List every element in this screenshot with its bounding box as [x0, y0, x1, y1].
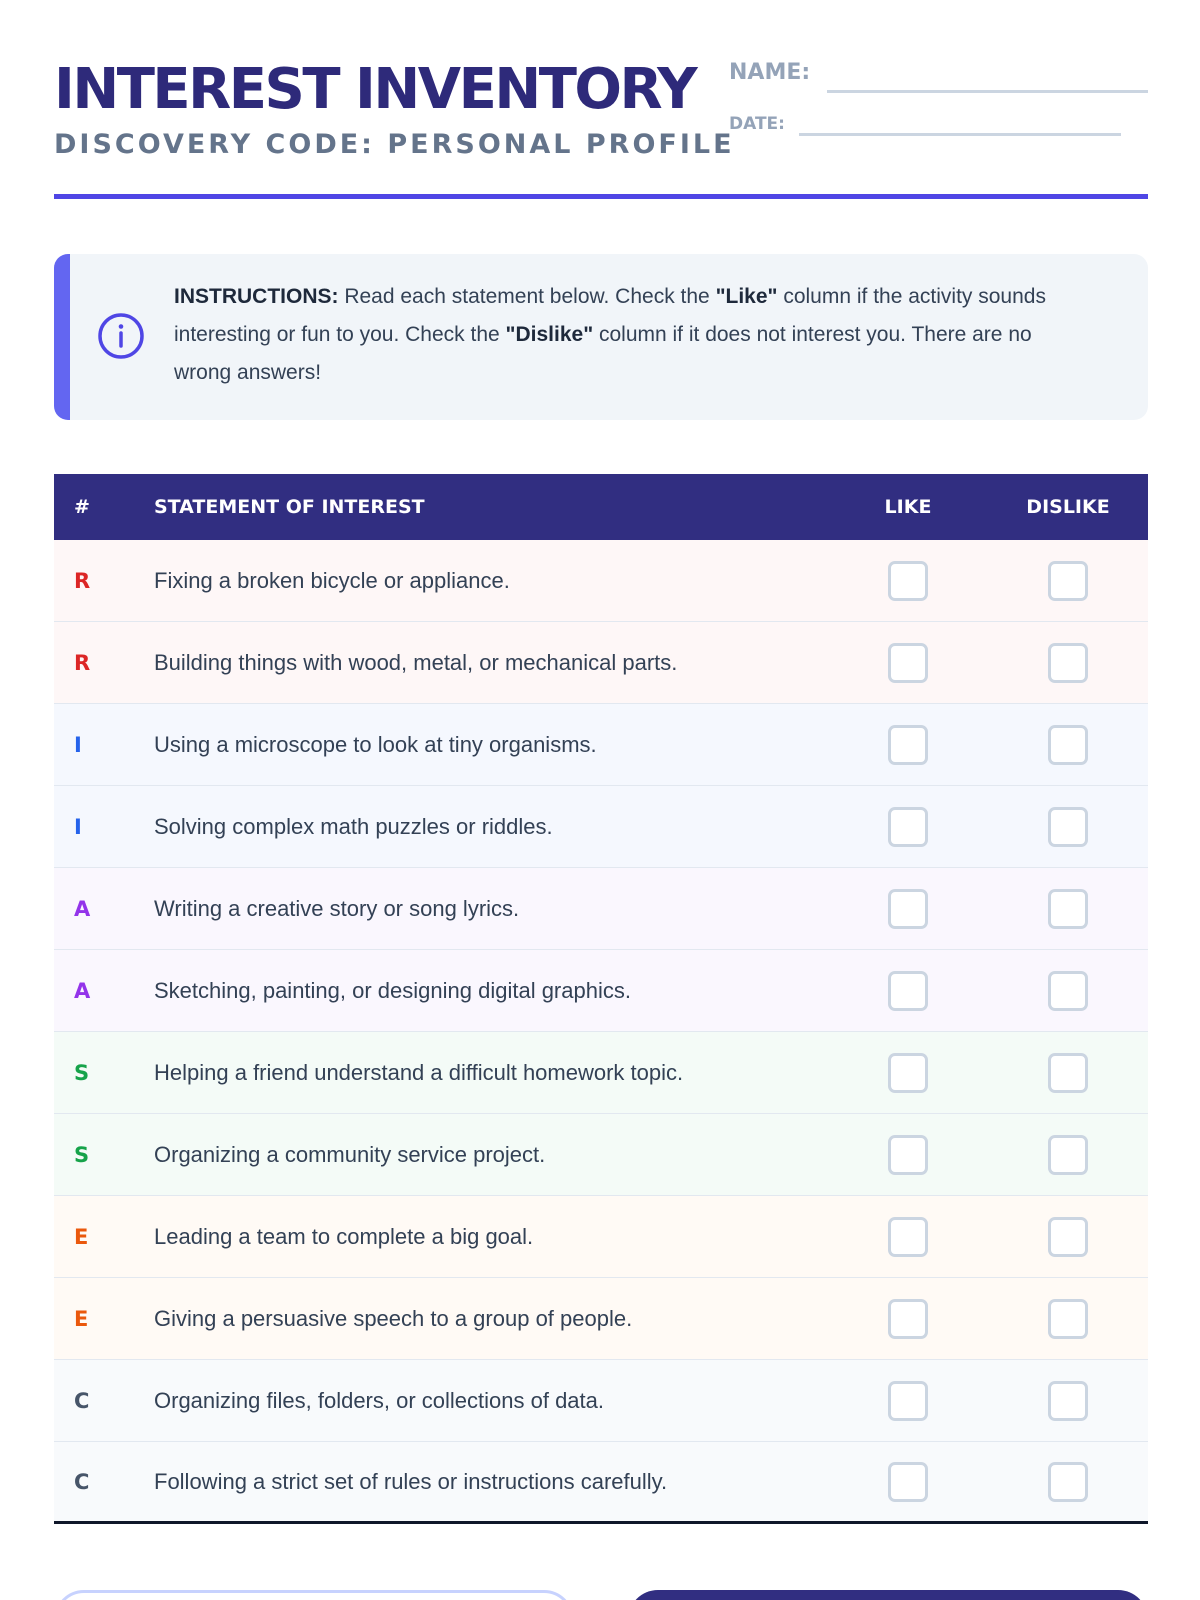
name-field[interactable]	[827, 90, 1148, 93]
row-statement: Fixing a broken bicycle or appliance.	[154, 567, 510, 593]
dislike-checkbox[interactable]	[1048, 807, 1088, 847]
dislike-checkbox[interactable]	[1048, 1217, 1088, 1257]
like-cell	[828, 725, 988, 765]
row-statement: Using a microscope to look at tiny organisms.	[154, 731, 597, 757]
like-keyword: "Like"	[715, 285, 778, 308]
table-row	[54, 622, 1148, 704]
table-row	[54, 1032, 1148, 1114]
dislike-checkbox[interactable]	[1048, 1053, 1088, 1093]
row-code: S	[74, 1060, 90, 1085]
like-cell	[828, 643, 988, 683]
instructions-text: INSTRUCTIONS: Read each statement below. Check the "Like" column if the activity sounds interesting or fun to you. Check the "Dislike" column if it does not interest you. There are no wrong answers!	[174, 285, 1046, 384]
date-field[interactable]	[799, 133, 1121, 136]
dislike-checkbox[interactable]	[1048, 643, 1088, 683]
dislike-cell	[988, 1135, 1148, 1175]
dislike-checkbox[interactable]	[1048, 1135, 1088, 1175]
table-row	[54, 1196, 1148, 1278]
table-row	[54, 786, 1148, 868]
row-code: I	[74, 732, 82, 757]
like-cell	[828, 1053, 988, 1093]
header-like: LIKE	[884, 496, 932, 518]
like-cell	[828, 1135, 988, 1175]
table-body	[54, 540, 1148, 1524]
table-row	[54, 1114, 1148, 1196]
like-cell	[828, 1462, 988, 1502]
dislike-checkbox[interactable]	[1048, 1381, 1088, 1421]
table-header	[54, 474, 1148, 540]
row-statement: Writing a creative story or song lyrics.	[154, 895, 520, 921]
row-statement: Organizing files, folders, or collections of data.	[154, 1387, 605, 1413]
worksheet-header	[54, 58, 1148, 203]
like-checkbox[interactable]	[888, 889, 928, 929]
dislike-cell	[988, 725, 1148, 765]
dislike-checkbox[interactable]	[1048, 1299, 1088, 1339]
row-code: E	[74, 1306, 89, 1331]
page-subtitle: DISCOVERY CODE: PERSONAL PROFILE	[54, 129, 735, 160]
like-checkbox[interactable]	[888, 1135, 928, 1175]
row-statement: Helping a friend understand a difficult homework topic.	[154, 1059, 684, 1085]
row-code: A	[74, 896, 91, 921]
name-label: NAME:	[729, 60, 811, 85]
dislike-checkbox[interactable]	[1048, 889, 1088, 929]
row-statement: Giving a persuasive speech to a group of people.	[154, 1305, 633, 1331]
like-checkbox[interactable]	[888, 1381, 928, 1421]
header-dislike: DISLIKE	[1026, 496, 1110, 518]
table-row	[54, 1360, 1148, 1442]
like-checkbox[interactable]	[888, 725, 928, 765]
like-checkbox[interactable]	[888, 1217, 928, 1257]
instructions-box	[54, 254, 1148, 420]
dislike-cell	[988, 807, 1148, 847]
dislike-cell	[988, 1053, 1148, 1093]
row-statement: Solving complex math puzzles or riddles.	[154, 813, 553, 839]
like-cell	[828, 1381, 988, 1421]
table-row	[54, 868, 1148, 950]
instructions-lead: INSTRUCTIONS:	[174, 285, 339, 308]
interest-table	[54, 474, 1148, 1524]
page-title: INTEREST INVENTORY	[54, 57, 696, 122]
header-divider	[54, 194, 1148, 199]
row-code: I	[74, 814, 82, 839]
like-checkbox[interactable]	[888, 807, 928, 847]
dislike-checkbox[interactable]	[1048, 561, 1088, 601]
row-code: R	[74, 568, 91, 593]
row-code: E	[74, 1224, 89, 1249]
dislike-keyword: "Dislike"	[505, 323, 594, 346]
like-cell	[828, 807, 988, 847]
header-statement: STATEMENT OF INTEREST	[154, 496, 425, 518]
like-checkbox[interactable]	[888, 1053, 928, 1093]
footer-filled-button[interactable]	[628, 1590, 1148, 1600]
like-checkbox[interactable]	[888, 561, 928, 601]
dislike-cell	[988, 971, 1148, 1011]
row-code: R	[74, 650, 91, 675]
like-cell	[828, 1299, 988, 1339]
row-statement: Following a strict set of rules or instructions carefully.	[154, 1468, 668, 1494]
table-row	[54, 1278, 1148, 1360]
row-code: C	[74, 1469, 90, 1494]
dislike-cell	[988, 643, 1148, 683]
table-row	[54, 950, 1148, 1032]
like-cell	[828, 971, 988, 1011]
like-checkbox[interactable]	[888, 1299, 928, 1339]
like-cell	[828, 889, 988, 929]
dislike-cell	[988, 561, 1148, 601]
table-row	[54, 704, 1148, 786]
table-row	[54, 1442, 1148, 1524]
date-label: DATE:	[729, 114, 785, 134]
row-code: A	[74, 978, 91, 1003]
dislike-checkbox[interactable]	[1048, 725, 1088, 765]
like-checkbox[interactable]	[888, 643, 928, 683]
row-code: C	[74, 1388, 90, 1413]
instructions-accent-bar	[54, 254, 70, 420]
like-checkbox[interactable]	[888, 1462, 928, 1502]
dislike-checkbox[interactable]	[1048, 1462, 1088, 1502]
like-cell	[828, 561, 988, 601]
header-number: #	[74, 496, 90, 518]
row-code: S	[74, 1142, 90, 1167]
dislike-cell	[988, 1381, 1148, 1421]
dislike-cell	[988, 1217, 1148, 1257]
row-statement: Leading a team to complete a big goal.	[154, 1223, 534, 1249]
footer-outline-button[interactable]	[54, 1590, 574, 1600]
table-row	[54, 540, 1148, 622]
row-statement: Building things with wood, metal, or mechanical parts.	[154, 649, 678, 675]
row-statement: Sketching, painting, or designing digital graphics.	[154, 977, 631, 1003]
like-cell	[828, 1217, 988, 1257]
info-icon	[97, 312, 145, 360]
dislike-cell	[988, 1462, 1148, 1502]
dislike-cell	[988, 1299, 1148, 1339]
dislike-cell	[988, 889, 1148, 929]
dislike-checkbox[interactable]	[1048, 971, 1088, 1011]
like-checkbox[interactable]	[888, 971, 928, 1011]
row-statement: Organizing a community service project.	[154, 1141, 546, 1167]
